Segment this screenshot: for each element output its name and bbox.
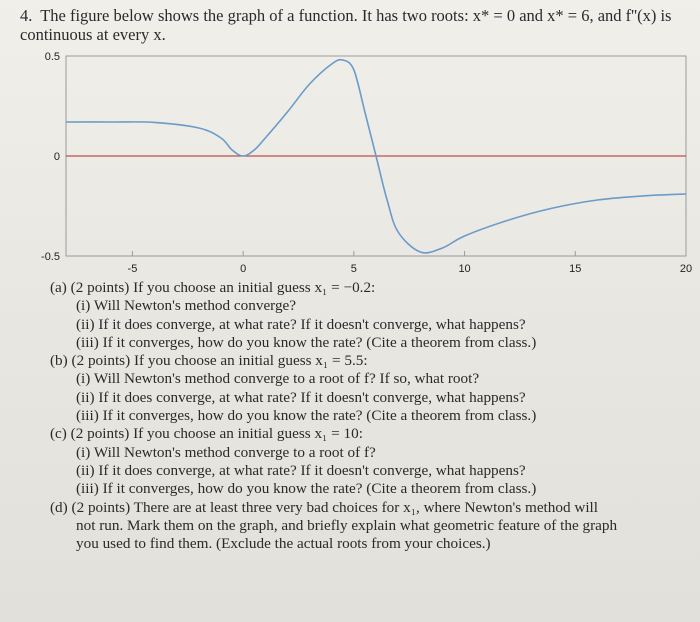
problem-number: 4. <box>20 6 33 25</box>
part-b-heading: (b) (2 points) If you choose an initial guess x₁ = 5.5: <box>50 352 368 370</box>
part-b-item-3: (iii) If it converges, how do you know the rate? (Cite a theorem from class.) <box>76 407 537 425</box>
x-axis-ticks <box>128 251 693 275</box>
y-tick-label: -0.5 <box>41 251 60 263</box>
part-c <box>50 425 690 498</box>
part-c-item-3: (iii) If it converges, how do you know the rate? (Cite a theorem from class.) <box>76 480 537 498</box>
part-a-item-3: (iii) If it converges, how do you know the rate? (Cite a theorem from class.) <box>76 333 537 351</box>
x-tick-label: 20 <box>679 263 693 275</box>
x-tick-label: -5 <box>127 263 138 275</box>
x-tick-label: 10 <box>458 263 471 275</box>
part-a-heading: (a) (2 points) If you choose an initial guess x₁ = −0.2: <box>50 279 376 296</box>
part-c-item-2: (ii) If it does converge, at what rate? If it doesn't converge, what happens? <box>76 461 526 479</box>
part-d <box>50 499 690 554</box>
problem-text: The figure below shows the graph of a function. It has two roots: x* = 0 and x* = 6, and f''(x) is continuous at every x. <box>20 6 672 44</box>
part-a-item-1: (i) Will Newton's method converge? <box>76 297 297 315</box>
problem-statement <box>20 6 680 44</box>
x-tick-label: 0 <box>240 263 247 275</box>
function-graph <box>0 48 700 280</box>
x-tick-label: 5 <box>350 263 357 275</box>
part-c-item-1: (i) Will Newton's method converge to a root of f? <box>76 443 376 461</box>
part-d-line-2: not run. Mark them on the graph, and briefly explain what geometric feature of the graph <box>76 516 618 534</box>
series-lines <box>66 60 686 253</box>
part-d-line-3: you used to find them. (Exclude the actual roots from your choices.) <box>76 535 491 553</box>
part-d-heading: (d) (2 points) There are at least three very bad choices for x₁, where Newton's method will <box>50 498 598 516</box>
y-axis-ticks <box>41 51 71 263</box>
part-b <box>50 352 690 425</box>
part-b-item-1: (i) Will Newton's method converge to a root of f? If so, what root? <box>76 370 480 388</box>
y-tick-label: 0.5 <box>44 51 60 63</box>
part-c-heading: (c) (2 points) If you choose an initial guess x₁ = 10: <box>50 425 363 443</box>
y-tick-label: 0 <box>53 151 60 163</box>
part-b-item-2: (ii) If it does converge, at what rate? If it doesn't converge, what happens? <box>76 388 526 406</box>
x-tick-label: 15 <box>569 263 582 275</box>
part-a-item-2: (ii) If it does converge, at what rate? If it doesn't converge, what happens? <box>76 315 526 333</box>
question-list <box>50 279 690 553</box>
function-graph-svg <box>0 48 700 280</box>
part-a <box>50 279 690 352</box>
